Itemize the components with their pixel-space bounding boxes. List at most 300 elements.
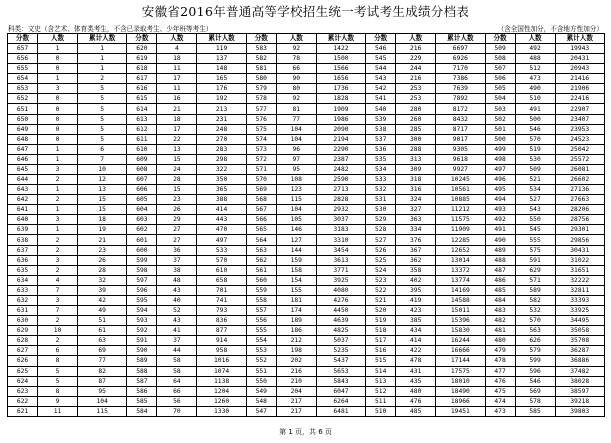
cell-cumulative: 32811 xyxy=(555,285,604,295)
table-row xyxy=(8,74,605,84)
cell-score: 484 xyxy=(485,295,515,305)
cell-cumulative: 1986 xyxy=(316,114,365,124)
cell-count: 313 xyxy=(396,154,436,164)
cell-count: 434 xyxy=(396,326,436,336)
cell-score: 622 xyxy=(8,396,38,406)
cell-count: 569 xyxy=(515,386,555,396)
cell-cumulative: 231 xyxy=(197,114,246,124)
cell-score: 576 xyxy=(246,114,276,124)
cell-count: 80 xyxy=(276,84,316,94)
cell-score: 514 xyxy=(366,366,396,376)
cell-count: 92 xyxy=(276,94,316,104)
cell-cumulative: 148 xyxy=(197,64,246,74)
cell-cumulative: 350 xyxy=(197,175,246,185)
cell-cumulative: 39218 xyxy=(555,396,604,406)
cell-score: 628 xyxy=(8,336,38,346)
cell-cumulative: 701 xyxy=(197,285,246,295)
cell-cumulative: 18 xyxy=(78,215,127,225)
cell-count: 40 xyxy=(157,295,197,305)
cell-score: 652 xyxy=(8,94,38,104)
cell-score: 657 xyxy=(8,44,38,54)
cell-cumulative: 23 xyxy=(78,245,127,255)
cell-cumulative: 2 xyxy=(78,74,127,84)
cell-score: 608 xyxy=(127,164,157,174)
cell-cumulative: 13774 xyxy=(436,275,485,285)
cell-score: 568 xyxy=(246,195,276,205)
cell-score: 570 xyxy=(246,175,276,185)
cell-count: 395 xyxy=(396,285,436,295)
table-row xyxy=(8,144,605,154)
cell-score: 497 xyxy=(485,164,515,174)
cell-score: 648 xyxy=(8,134,38,144)
cell-score: 481 xyxy=(485,326,515,336)
cell-count: 596 xyxy=(515,366,555,376)
cell-score: 555 xyxy=(246,326,276,336)
cell-score: 495 xyxy=(485,185,515,195)
cell-cumulative: 16244 xyxy=(436,336,485,346)
cell-count: 11 xyxy=(157,64,197,74)
cell-cumulative: 137 xyxy=(197,54,246,64)
cell-score: 631 xyxy=(8,306,38,316)
cell-cumulative: 51 xyxy=(78,316,127,326)
cell-score: 530 xyxy=(366,205,396,215)
cell-count: 546 xyxy=(515,124,555,134)
cell-count: 43 xyxy=(157,316,197,326)
cell-count: 0 xyxy=(38,104,78,114)
table-row xyxy=(8,406,605,416)
cell-score: 505 xyxy=(485,84,515,94)
cell-score: 640 xyxy=(8,215,38,225)
cell-count: 363 xyxy=(396,215,436,225)
cell-score: 533 xyxy=(366,175,396,185)
cell-score: 573 xyxy=(246,144,276,154)
cell-cumulative: 19451 xyxy=(436,406,485,416)
cell-score: 547 xyxy=(246,406,276,416)
cell-count: 571 xyxy=(515,275,555,285)
cell-count: 1 xyxy=(38,225,78,235)
cell-score: 561 xyxy=(246,265,276,275)
cell-score: 515 xyxy=(366,356,396,366)
cell-score: 521 xyxy=(366,295,396,305)
cell-cumulative: 19943 xyxy=(555,44,604,54)
cell-count: 476 xyxy=(396,396,436,406)
cell-cumulative: 1909 xyxy=(316,104,365,114)
cell-score: 559 xyxy=(246,285,276,295)
cell-cumulative: 1330 xyxy=(197,406,246,416)
cell-count: 96 xyxy=(276,144,316,154)
cell-cumulative: 6047 xyxy=(316,386,365,396)
cell-count: 367 xyxy=(396,245,436,255)
cell-score: 594 xyxy=(127,306,157,316)
header-cumulative: 累计人数 xyxy=(436,34,485,44)
cell-cumulative: 8717 xyxy=(436,124,485,134)
cell-cumulative: 5 xyxy=(78,114,127,124)
cell-score: 565 xyxy=(246,225,276,235)
cell-count: 358 xyxy=(396,265,436,275)
cell-count: 521 xyxy=(515,175,555,185)
cell-score: 503 xyxy=(485,104,515,114)
cell-cumulative: 16666 xyxy=(436,346,485,356)
cell-count: 38 xyxy=(157,265,197,275)
table-row xyxy=(8,396,605,406)
table-row xyxy=(8,94,605,104)
subject-category: 科类：文史（含艺术、体育类考生，不含已录取考生、少年班等考生） xyxy=(8,25,213,33)
cell-cumulative: 15 xyxy=(78,205,127,215)
cell-cumulative: 1138 xyxy=(197,376,246,386)
cell-score: 632 xyxy=(8,295,38,305)
cell-score: 629 xyxy=(8,326,38,336)
cell-count: 181 xyxy=(276,295,316,305)
cell-cumulative: 15830 xyxy=(436,326,485,336)
cell-cumulative: 365 xyxy=(197,185,246,195)
header-count: 人数 xyxy=(157,34,197,44)
table-row xyxy=(8,306,605,316)
cell-score: 546 xyxy=(366,44,396,54)
cell-score: 537 xyxy=(366,134,396,144)
cell-count: 11 xyxy=(38,406,78,416)
cell-count: 104 xyxy=(276,124,316,134)
cell-count: 0 xyxy=(38,94,78,104)
cell-cumulative: 26081 xyxy=(555,164,604,174)
cell-cumulative: 322 xyxy=(197,164,246,174)
cell-cumulative: 27136 xyxy=(555,185,604,195)
cell-cumulative: 42 xyxy=(78,295,127,305)
cell-count: 4 xyxy=(38,275,78,285)
cell-score: 519 xyxy=(366,316,396,326)
cell-count: 2 xyxy=(38,175,78,185)
cell-cumulative: 1 xyxy=(78,44,127,54)
cell-cumulative: 6264 xyxy=(316,396,365,406)
cell-cumulative: 21906 xyxy=(555,84,604,94)
cell-count: 155 xyxy=(276,285,316,295)
cell-count: 579 xyxy=(515,346,555,356)
cell-count: 280 xyxy=(396,104,436,114)
cell-cumulative: 4450 xyxy=(316,306,365,316)
cell-count: 1 xyxy=(38,44,78,54)
cell-score: 499 xyxy=(485,144,515,154)
cell-cumulative: 270 xyxy=(197,134,246,144)
cell-count: 4 xyxy=(157,44,197,54)
cell-score: 583 xyxy=(246,44,276,54)
cell-count: 2 xyxy=(38,336,78,346)
cell-cumulative: 13 xyxy=(78,185,127,195)
cell-count: 37 xyxy=(157,336,197,346)
cell-score: 504 xyxy=(485,94,515,104)
header-count: 人数 xyxy=(276,34,316,44)
cell-score: 580 xyxy=(246,74,276,84)
cell-count: 519 xyxy=(515,144,555,154)
cell-cumulative: 877 xyxy=(197,326,246,336)
cell-cumulative: 31022 xyxy=(555,255,604,265)
table-row xyxy=(8,235,605,245)
cell-count: 95 xyxy=(276,164,316,174)
cell-cumulative: 1736 xyxy=(316,84,365,94)
cell-cumulative: 5 xyxy=(78,84,127,94)
cell-cumulative: 69 xyxy=(78,346,127,356)
cell-cumulative: 610 xyxy=(197,265,246,275)
cell-cumulative: 4639 xyxy=(316,316,365,326)
cell-score: 557 xyxy=(246,306,276,316)
table-row xyxy=(8,225,605,235)
cell-count: 81 xyxy=(276,104,316,114)
cell-count: 253 xyxy=(396,84,436,94)
cell-cumulative: 14169 xyxy=(436,285,485,295)
cell-score: 524 xyxy=(366,265,396,275)
cell-count: 154 xyxy=(276,275,316,285)
cell-count: 5 xyxy=(38,376,78,386)
cell-score: 510 xyxy=(366,406,396,416)
cell-count: 324 xyxy=(396,195,436,205)
cell-cumulative: 39803 xyxy=(555,406,604,416)
cell-count: 527 xyxy=(515,195,555,205)
cell-cumulative: 29301 xyxy=(555,225,604,235)
cell-cumulative: 914 xyxy=(197,336,246,346)
cell-count: 0 xyxy=(38,134,78,144)
cell-score: 501 xyxy=(485,124,515,134)
cell-count: 8 xyxy=(38,356,78,366)
cell-count: 158 xyxy=(276,265,316,275)
cell-score: 650 xyxy=(8,114,38,124)
cell-count: 15 xyxy=(157,185,197,195)
cell-score: 575 xyxy=(246,124,276,134)
cell-score: 619 xyxy=(127,54,157,64)
cell-count: 2 xyxy=(38,235,78,245)
cell-cumulative: 36287 xyxy=(555,346,604,356)
cell-score: 574 xyxy=(246,134,276,144)
cell-score: 627 xyxy=(8,346,38,356)
cell-score: 625 xyxy=(8,366,38,376)
cell-count: 15 xyxy=(157,154,197,164)
cell-count: 27 xyxy=(157,225,197,235)
cell-score: 540 xyxy=(366,104,396,114)
cell-count: 546 xyxy=(515,376,555,386)
cell-count: 260 xyxy=(396,114,436,124)
cell-score: 598 xyxy=(127,265,157,275)
cell-count: 492 xyxy=(515,44,555,54)
cell-cumulative: 248 xyxy=(197,124,246,134)
cell-count: 575 xyxy=(515,245,555,255)
cell-count: 17 xyxy=(157,124,197,134)
table-row xyxy=(8,54,605,64)
cell-cumulative: 1260 xyxy=(197,396,246,406)
cell-score: 578 xyxy=(246,94,276,104)
table-row xyxy=(8,64,605,74)
cell-cumulative: 176 xyxy=(197,84,246,94)
cell-score: 615 xyxy=(127,94,157,104)
cell-cumulative: 470 xyxy=(197,225,246,235)
cell-cumulative: 3613 xyxy=(316,255,365,265)
cell-count: 28 xyxy=(157,175,197,185)
cell-cumulative: 11909 xyxy=(436,225,485,235)
cell-score: 589 xyxy=(127,356,157,366)
cell-score: 604 xyxy=(127,205,157,215)
cell-cumulative: 9927 xyxy=(436,164,485,174)
cell-count: 385 xyxy=(396,316,436,326)
cell-count: 422 xyxy=(396,346,436,356)
cell-cumulative: 497 xyxy=(197,235,246,245)
cell-cumulative: 4825 xyxy=(316,326,365,336)
cell-score: 647 xyxy=(8,144,38,154)
table-row xyxy=(8,326,605,336)
cell-count: 376 xyxy=(396,235,436,245)
cell-cumulative: 82 xyxy=(78,366,127,376)
cell-cumulative: 3454 xyxy=(316,245,365,255)
cell-cumulative: 9305 xyxy=(436,144,485,154)
cell-score: 621 xyxy=(8,406,38,416)
cell-score: 613 xyxy=(127,114,157,124)
cell-score: 553 xyxy=(246,346,276,356)
cell-cumulative: 21416 xyxy=(555,74,604,84)
cell-count: 77 xyxy=(276,114,316,124)
cell-score: 656 xyxy=(8,54,38,64)
cell-cumulative: 533 xyxy=(197,245,246,255)
cell-score: 566 xyxy=(246,215,276,225)
cell-count: 27 xyxy=(157,235,197,245)
cell-count: 104 xyxy=(276,134,316,144)
cell-count: 186 xyxy=(276,326,316,336)
cell-score: 473 xyxy=(485,406,515,416)
cell-cumulative: 7386 xyxy=(436,74,485,84)
cell-cumulative: 11575 xyxy=(436,215,485,225)
cell-cumulative: 658 xyxy=(197,275,246,285)
table-row xyxy=(8,245,605,255)
cell-cumulative: 10 xyxy=(78,164,127,174)
cell-score: 535 xyxy=(366,154,396,164)
header-count: 人数 xyxy=(38,34,78,44)
cell-cumulative: 2290 xyxy=(316,144,365,154)
cell-count: 419 xyxy=(396,295,436,305)
cell-cumulative: 5843 xyxy=(316,376,365,386)
cell-cumulative: 10885 xyxy=(436,195,485,205)
cell-count: 253 xyxy=(396,94,436,104)
cell-count: 66 xyxy=(157,386,197,396)
cell-cumulative: 22416 xyxy=(555,94,604,104)
cell-cumulative: 61 xyxy=(78,326,127,336)
cell-score: 634 xyxy=(8,275,38,285)
cell-count: 7 xyxy=(38,306,78,316)
cell-count: 123 xyxy=(276,185,316,195)
cell-count: 0 xyxy=(38,124,78,134)
cell-cumulative: 39 xyxy=(78,285,127,295)
cell-cumulative: 3183 xyxy=(316,225,365,235)
cell-count: 244 xyxy=(396,64,436,74)
cell-cumulative: 18010 xyxy=(436,376,485,386)
cell-count: 543 xyxy=(515,205,555,215)
cell-score: 479 xyxy=(485,346,515,356)
cell-count: 334 xyxy=(396,225,436,235)
cell-score: 633 xyxy=(8,285,38,295)
cell-score: 596 xyxy=(127,285,157,295)
cell-count: 23 xyxy=(157,195,197,205)
cell-score: 508 xyxy=(485,54,515,64)
cell-score: 610 xyxy=(127,144,157,154)
cell-cumulative: 115 xyxy=(78,406,127,416)
cell-cumulative: 32222 xyxy=(555,275,604,285)
cell-count: 9 xyxy=(38,396,78,406)
cell-count: 309 xyxy=(396,164,436,174)
cell-score: 513 xyxy=(366,376,396,386)
cell-score: 509 xyxy=(485,44,515,54)
cell-cumulative: 95 xyxy=(78,386,127,396)
cell-score: 483 xyxy=(485,306,515,316)
cell-score: 506 xyxy=(485,74,515,84)
page-footer: 第 1 页，共 6 页 xyxy=(279,428,332,436)
cell-score: 614 xyxy=(127,104,157,114)
cell-score: 585 xyxy=(127,396,157,406)
cell-score: 493 xyxy=(485,205,515,215)
cell-score: 534 xyxy=(366,164,396,174)
cell-cumulative: 28 xyxy=(78,265,127,275)
cell-count: 216 xyxy=(396,44,436,54)
cell-score: 476 xyxy=(485,376,515,386)
cell-cumulative: 1 xyxy=(78,54,127,64)
cell-count: 1 xyxy=(38,74,78,84)
cell-cumulative: 7170 xyxy=(436,64,485,74)
cell-count: 198 xyxy=(276,346,316,356)
cell-count: 563 xyxy=(515,326,555,336)
cell-score: 562 xyxy=(246,255,276,265)
cell-count: 512 xyxy=(515,64,555,74)
cell-score: 595 xyxy=(127,295,157,305)
cell-count: 78 xyxy=(276,54,316,64)
cell-count: 56 xyxy=(157,396,197,406)
cell-count: 70 xyxy=(157,406,197,416)
cell-cumulative: 213 xyxy=(197,104,246,114)
cell-count: 3 xyxy=(38,255,78,265)
cell-cumulative: 192 xyxy=(197,94,246,104)
cell-cumulative: 388 xyxy=(197,195,246,205)
cell-score: 496 xyxy=(485,175,515,185)
cell-count: 3 xyxy=(38,84,78,94)
cell-cumulative: 1422 xyxy=(316,44,365,54)
header-score: 分数 xyxy=(485,34,515,44)
cell-score: 601 xyxy=(127,235,157,245)
cell-count: 510 xyxy=(515,94,555,104)
cell-cumulative: 1500 xyxy=(316,54,365,64)
cell-score: 653 xyxy=(8,84,38,94)
table-row xyxy=(8,175,605,185)
cell-count: 115 xyxy=(276,195,316,205)
cell-score: 569 xyxy=(246,185,276,195)
cell-count: 318 xyxy=(396,175,436,185)
cell-count: 29 xyxy=(157,215,197,225)
cell-score: 548 xyxy=(246,396,276,406)
table-row xyxy=(8,154,605,164)
cell-score: 492 xyxy=(485,215,515,225)
cell-count: 44 xyxy=(157,346,197,356)
table-row xyxy=(8,215,605,225)
cell-score: 642 xyxy=(8,195,38,205)
table-row xyxy=(8,164,605,174)
cell-count: 18 xyxy=(157,54,197,64)
cell-count: 24 xyxy=(157,164,197,174)
table-row xyxy=(8,265,605,275)
cell-score: 582 xyxy=(246,54,276,64)
cell-score: 527 xyxy=(366,235,396,245)
header-count: 人数 xyxy=(515,34,555,44)
cell-count: 3 xyxy=(38,215,78,225)
cell-cumulative: 31651 xyxy=(555,265,604,275)
cell-score: 552 xyxy=(246,356,276,366)
cell-count: 532 xyxy=(515,306,555,316)
cell-score: 531 xyxy=(366,195,396,205)
header-cumulative: 累计人数 xyxy=(555,34,604,44)
cell-count: 1 xyxy=(38,144,78,154)
cell-cumulative: 32 xyxy=(78,275,127,285)
cell-score: 581 xyxy=(246,64,276,74)
cell-count: 414 xyxy=(396,336,436,346)
cell-cumulative: 10561 xyxy=(436,185,485,195)
